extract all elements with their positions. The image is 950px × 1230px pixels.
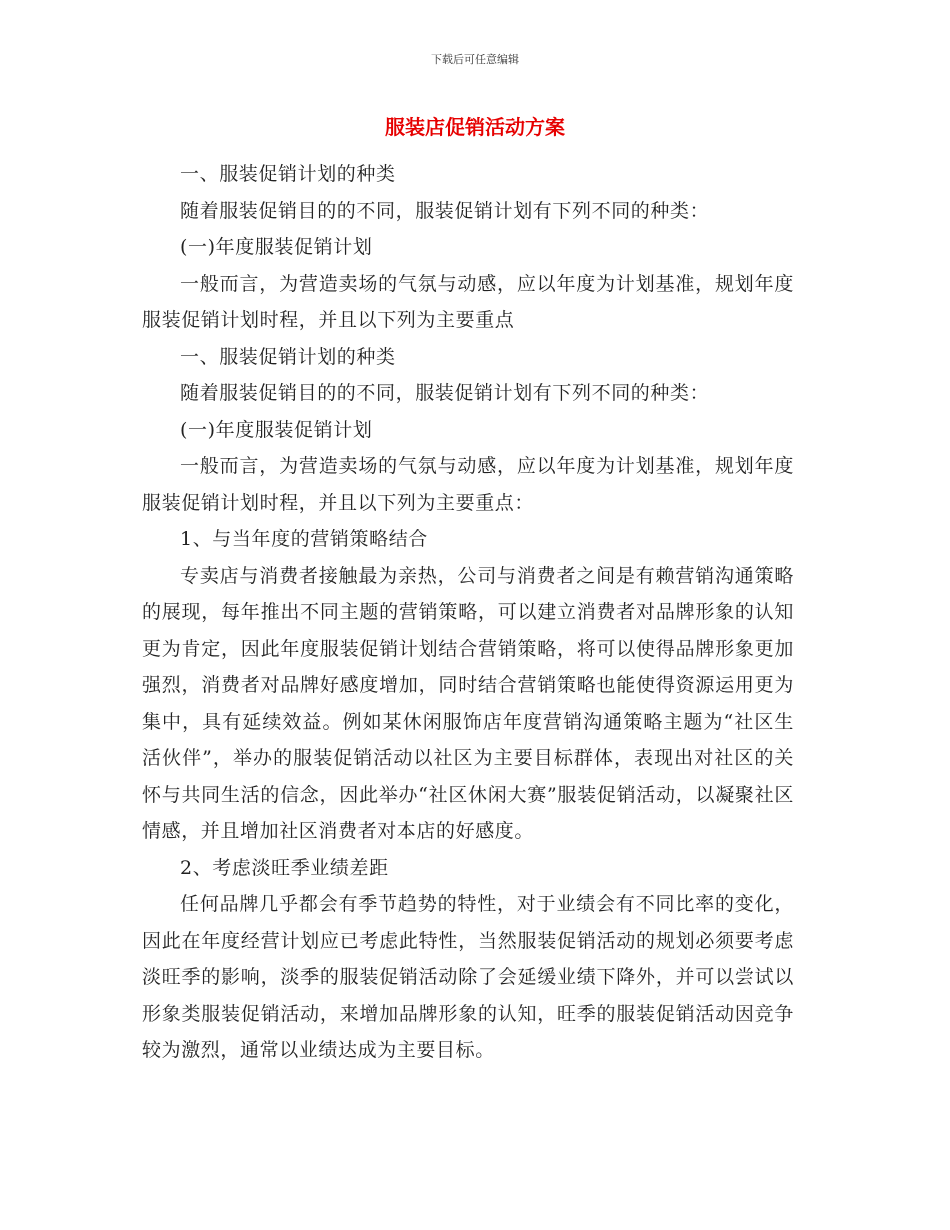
- paragraph: 一般而言，为营造卖场的气氛与动感，应以年度为计划基准，规划年度服装促销计划时程，并且以下列为主要重点：: [142, 455, 794, 514]
- paragraph-point-1: 1、与当年度的营销策略结合: [180, 528, 428, 550]
- paragraph-subheading: (一)年度服装促销计划: [180, 236, 373, 258]
- paragraph-point-2: 2、考虑淡旺季业绩差距: [180, 856, 389, 879]
- paragraph: 任何品牌几乎都会有季节趋势的特性，对于业绩会有不同比率的变化，因此在年度经营计划应已考虑此特性，当然服装促销活动的规划必须要考虑淡旺季的影响，淡季的服装促销活动除了会延缓业绩下降外，并可以尝试以形象类服装促销活动，来增加品牌形象的认知，旺季的服装促销活动因竞争较为激烈，通常以业绩达成为主要目标。: [142, 893, 794, 1061]
- paragraph: 随着服装促销目的的不同，服装促销计划有下列不同的种类：: [180, 199, 710, 222]
- document-title: 服装店促销活动方案: [385, 115, 565, 139]
- paragraph-heading-1: 一、服装促销计划的种类: [180, 163, 396, 185]
- paragraph-heading-1: 一、服装促销计划的种类: [180, 345, 396, 368]
- paragraph: 随着服装促销目的的不同，服装促销计划有下列不同的种类：: [180, 382, 710, 404]
- document-body: [142, 156, 794, 1069]
- page-header-note: 下载后可任意编辑: [431, 53, 519, 66]
- paragraph-subheading: (一)年度服装促销计划: [180, 418, 373, 441]
- paragraph: 专卖店与消费者接触最为亲热，公司与消费者之间是有赖营销沟通策略的展现，每年推出不同主题的营销策略，可以建立消费者对品牌形象的认知更为肯定，因此年度服装促销计划结合营销策略，将可以使得品牌形象更加强烈，消费者对品牌好感度增加，同时结合营销策略也能使得资源运用更为集中，具有延续效益。例如某休闲服饰店年度营销沟通策略主题为“社区生活伙伴”，举办的服装促销活动以社区为主要目标群体，表现出对社区的关怀与共同生活的信念，因此举办“社区休闲大赛”服装促销活动，以凝聚社区情感，并且增加社区消费者对本店的好感度。: [142, 564, 794, 842]
- paragraph: 一般而言，为营造卖场的气氛与动感，应以年度为计划基准，规划年度服装促销计划时程，并且以下列为主要重点: [142, 272, 794, 331]
